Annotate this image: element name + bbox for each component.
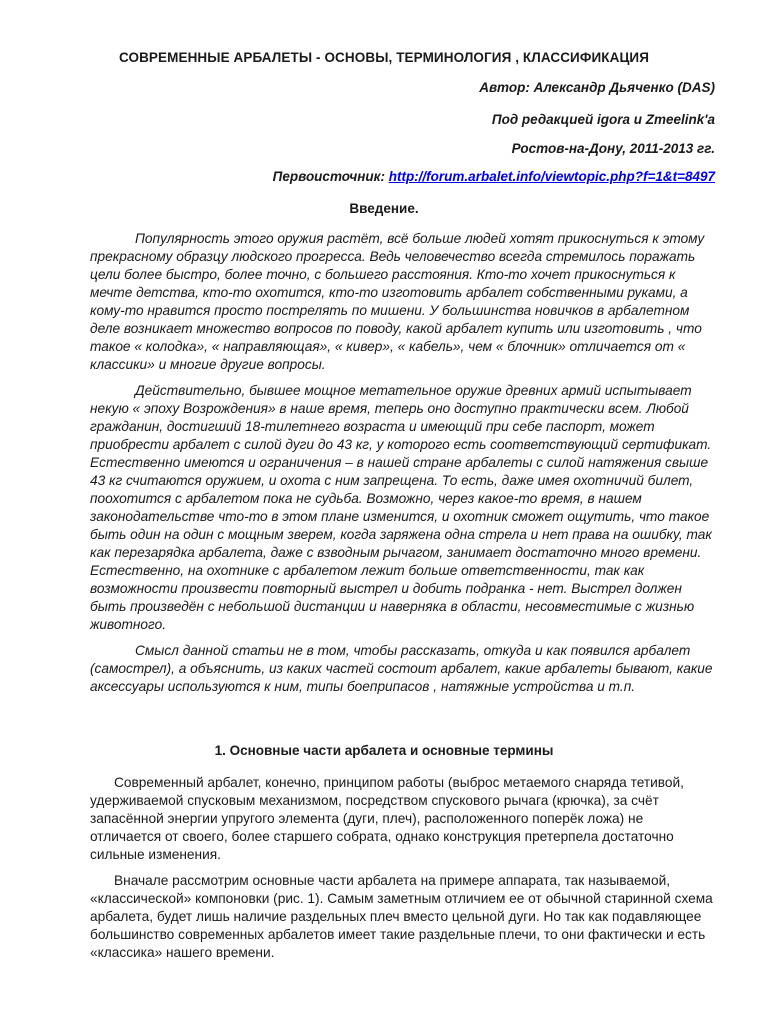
section-1-paragraph: Современный арбалет, конечно, принципом работы (выброс метаемого снаряда тетивой, удерживаемой спусковым механизмом, посредством спускового рычага (крючка), за счёт запасённой энергии упругого элемента (дуги, плеч), расположенного поперёк ложа) не отличается от своего, более старшего собрата, однако конструкция претерпела достаточно сильные изменения. [90,775,684,862]
source-link[interactable]: http://forum.arbalet.info/viewtopic.php?f=1&t=8497 [388,169,715,184]
intro-paragraph: Действительно, бывшее мощное метательное оружие древних армий испытывает некую « эпоху Возрождения» в наше время, теперь оно доступно практически всем. Любой гражданин, достигший 18-тилетнего возраста и имеющий при себе паспорт, может приобрести арбалет с силой дуги до 43 кг, у которого есть соответствующий сертификат. Естественно имеются и ограничения – в нашей стране арбалеты с силой натяжения свыше 43 кг считаются оружием, и охота с ним запрещена. То есть, даже имея охотничий билет, поохотится с арбалетом пока не судьба. Возможно, через какое-то время, в нашем законодательстве что-то в этом плане изменится, и охотник сможет ощутить, что такое быть один на один с мощным зверем, когда заряжена одна стрела и нет права на ошибку, так как перезарядка арбалета, даже с взводным рычагом, занимает достаточно много времени. Естественно, на охотнике с арбалетом лежит больше ответственности, так как возможности произвести повторный выстрел и добить подранка - нет. Выстрел должен быть произведён с небольшой дистанции и наверняка в области, несовместимые с жизнью животного. [90,383,712,632]
section-1-text [90,774,715,962]
place-date-line: Ростов-на-Дону, 2011-2013 гг. [511,141,715,156]
intro-paragraph: Популярность этого оружия растёт, всё больше людей хотят прикоснуться к этому прекрасному образцу людского прогресса. Ведь человечество всегда стремилось поражать цели более быстро, более точно, с большего расстояния. Кто-то хочет прикоснуться к мечте детства, кто-то охотится, кто-то изготовить арбалет собственными руками, а кому-то нравится просто пострелять по мишени. У большинства новичков в арбалетном деле возникает множество вопросов по поводу, какой арбалет купить или изготовить , что такое « колодка», « направляющая», « кивер», « кабель», чем « блочник» отличается от « классики» и многие другие вопросы. [90,231,705,372]
source-label: Первоисточник: [272,169,389,184]
intro-text [90,230,715,696]
intro-title: Введение. [349,201,419,216]
section-1-title: 1. Основные части арбалета и основные термины [214,743,554,758]
author-line: Автор: Александр Дьяченко (DAS) [479,80,715,95]
section-1-paragraph: Вначале рассмотрим основные части арбалета на примере аппарата, так называемой, «классической» компоновки (рис. 1). Самым заметным отличием ее от обычной старинной схема арбалета, будет лишь наличие раздельных плеч вместо цельной дуги. Но так как подавляющее большинство современных арбалетов имеет такие раздельные плечи, то они фактически и есть «классика» нашего времени. [90,873,713,960]
intro-paragraph: Смысл данной статьи не в том, чтобы рассказать, откуда и как появился арбалет (самострел), а объяснить, из каких частей состоит арбалет, какие арбалеты бывают, какие аксессуары используются к ним, типы боеприпасов , натяжные устройства и т.п. [90,643,713,694]
source-line [273,169,715,184]
document-title: СОВРЕМЕННЫЕ АРБАЛЕТЫ - ОСНОВЫ, ТЕРМИНОЛОГИЯ , КЛАССИФИКАЦИЯ [118,50,650,65]
editors-line: Под редакцией igora и Zmeelink'a [491,112,715,127]
